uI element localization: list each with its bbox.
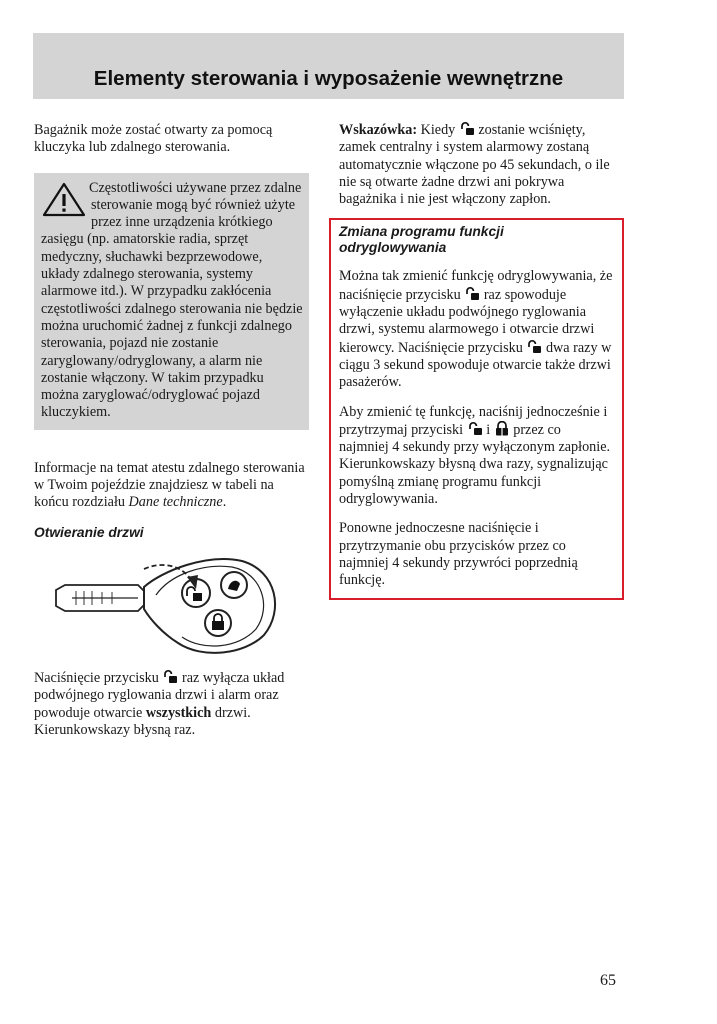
page-number: 65 [600, 972, 616, 989]
box-paragraph-3: Ponowne jednoczesne naciśnięcie i przytrzymanie obu przycisków przez co najmniej 4 sekundy przywróci poprzednią funkcję. [339, 520, 578, 589]
page-title: Elementy sterowania i wyposażenie wewnętrzne [93, 67, 564, 90]
note-label: Wskazówka: [339, 122, 418, 138]
intro-paragraph: Bagażnik może zostać otwarty za pomocą kluczyka lub zdalnego sterowania. [34, 122, 273, 156]
info-reference: Dane techniczne [128, 494, 223, 511]
info-paragraph: Informacje na temat atestu zdalnego sterowania w Twoim pojeździe znajdziesz w tabeli na końcu rozdziału Dane techniczne. [34, 459, 305, 511]
unlock-icon [162, 669, 178, 684]
warning-triangle-icon [41, 182, 87, 218]
unlock-icon [467, 421, 483, 436]
left-column [34, 122, 309, 739]
warning-text: Częstotliwości używane przez zdalne sterowanie mogą być również użyte przez inne urządzenia krótkiego zasięgu (np. amatorskie radia, sprzęt medyczny, słuchawki bezprzewodowe, układy zdalnego sterowania, systemy alarmowe itd.). W przypadku zakłócenia częstotliwości zdalnego sterowania nie będzie można uruchomić żadnej z funkcji zdalnego sterowania, pojazd nie zostanie zaryglowany/odryglowany, a alarm nie zostanie włączony. W takim przypadku można zaryglować/odryglować pojazd kluczykiem. [41, 179, 303, 421]
key-fob-figure [32, 551, 282, 661]
press-paragraph: Naciśnięcie przycisku raz wyłącza układ podwójnego ryglowania drzwi i alarm oraz powoduje otwarcie wszystkich drzwi. Kierunkowskazy błysną raz. [34, 669, 285, 738]
lock-icon [494, 421, 510, 436]
box-paragraph-1: Można tak zmienić funkcję odryglowywania, że naciśnięcie przycisku raz spowoduje wyłączenie układu podwójnego ryglowania drzwi, systemu alarmowego i otwarcie drzwi kierowcy. Naciśnięcie przycisku dwa razy w ciągu 3 sekund spowoduje otwarcie także drzwi pasażerów. [339, 268, 613, 391]
unlock-icon [464, 286, 480, 301]
box-heading: Zmiana programu funkcji odryglowywania [339, 224, 504, 256]
unlock-icon [526, 339, 542, 354]
right-column [339, 121, 624, 600]
unlock-icon [459, 121, 475, 136]
note-paragraph: Wskazówka: Kiedy zostanie wciśnięty, zamek centralny i system alarmowy zostaną automatycznie włączone po 45 sekundach, o ile nie są otwarte żadne drzwi ani pokrywa bagażnika i nie jest włączony zapłon. [339, 122, 610, 208]
header-bar [33, 33, 624, 99]
box-paragraph-2: Aby zmienić tę funkcję, naciśnij jednocześnie i przytrzymaj przyciski i przez co najmniej 4 sekundy przy wyłączonym zapłonie. Kierunkowskazy błysną dwa razy, sygnalizując pomyślną zmianę programu funkcji odryglowywania. [339, 403, 611, 508]
doors-heading: Otwieranie drzwi [34, 524, 144, 540]
warning-box [34, 173, 309, 430]
highlight-box [329, 218, 624, 599]
